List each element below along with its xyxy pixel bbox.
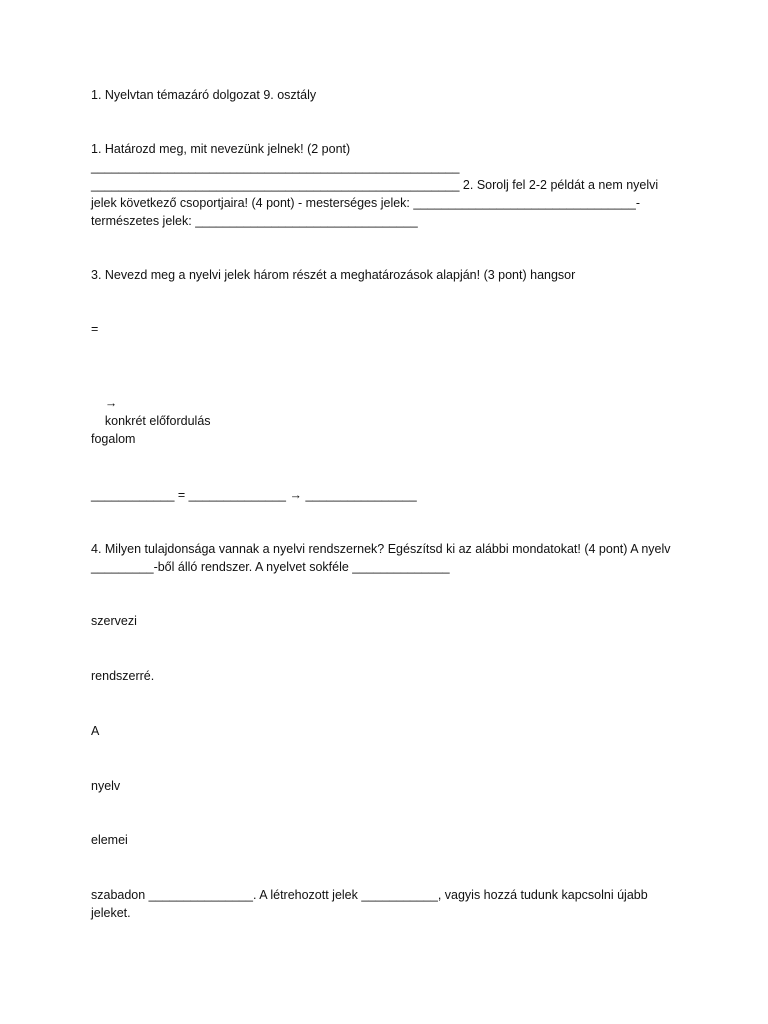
question-1-prompt: 1. Határozd meg, mit nevezünk jelnek! (2 pont): [91, 142, 351, 156]
final-text: szabadon _______________. A létrehozott jelek ___________, vagyis hozzá tudunk kapcsolni újabb jeleket.: [91, 888, 648, 920]
concept-label: fogalom: [91, 432, 136, 446]
word-szervezi: szervezi: [91, 614, 137, 628]
final-paragraph: [91, 886, 671, 922]
word-elemei: elemei: [91, 833, 128, 847]
question-3-blank-row: ____________ = ______________ → ________________: [91, 488, 417, 502]
word-rendszerre: rendszerré.: [91, 669, 155, 683]
word-a: A: [91, 724, 100, 738]
question-2-paragraph: [91, 176, 671, 230]
question-3-prompt: 3. Nevezd meg a nyelvi jelek három részét a meghatározások alapján! (3 pont) hangsor: [91, 268, 576, 282]
question-1-answer-line: _____________________________________________________: [91, 160, 460, 174]
question-4-paragraph: [91, 540, 671, 576]
question-4-text: 4. Milyen tulajdonsága vannak a nyelvi rendszernek? Egészítsd ki az alábbi mondatokat! (4 pont) A nyelv _________-ből álló rendszer. A nyelvet sokféle ______________: [91, 542, 671, 574]
word-nyelv: nyelv: [91, 779, 121, 793]
document-title: 1. Nyelvtan témazáró dolgozat 9. osztály: [91, 88, 317, 102]
occurrence-label: konkrét előfordulás: [104, 414, 211, 428]
question-2-text: _____________________________________________________ 2. Sorolj fel 2-2 példát a nem nyelvi jelek következő csoportjaira! (4 pont) - mesterséges jelek: ________________________________- természetes jelek: ________________________________: [91, 178, 659, 228]
equals-sign: =: [91, 322, 99, 336]
arrow-right-icon: →: [104, 396, 118, 410]
